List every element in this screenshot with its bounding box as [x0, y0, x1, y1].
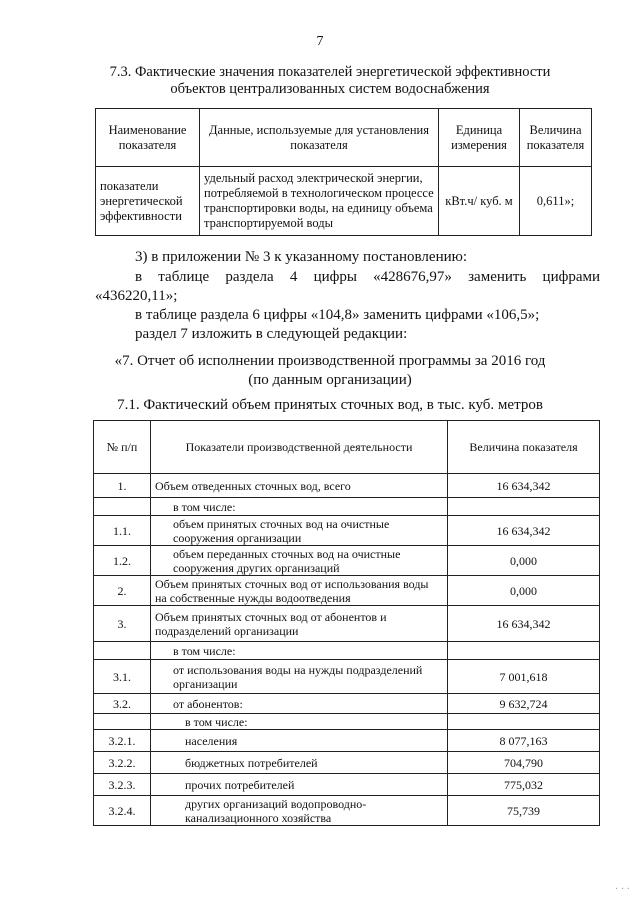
- energy-efficiency-table: [95, 108, 592, 236]
- table-row: [94, 694, 600, 714]
- wastewater-table-header-row: [94, 421, 600, 474]
- table-row: [94, 576, 600, 606]
- header-indicators: Показатели производственной деятельности: [151, 421, 448, 474]
- indicator-value: 0,611»;: [520, 167, 592, 236]
- section-7-3-title: [60, 64, 600, 98]
- table-row: [94, 774, 600, 796]
- row-value: 16 634,342: [448, 516, 600, 546]
- row-label: прочих потребителей: [151, 774, 448, 796]
- header-indicator-value: Величина показателя: [448, 421, 600, 474]
- table-row: [94, 714, 600, 730]
- row-number: 3.2.4.: [94, 796, 151, 826]
- row-label: населения: [151, 730, 448, 752]
- row-number: [94, 498, 151, 516]
- section-7-3-title-line2: объектов централизованных систем водоснабжения: [170, 81, 490, 97]
- row-number: 3.2.: [94, 694, 151, 714]
- row-value: [448, 714, 600, 730]
- section-7-1-title: 7.1. Фактический объем принятых сточных вод, в тыс. куб. метров: [117, 397, 543, 413]
- indicator-name: показатели энергетической эффективности: [96, 167, 200, 236]
- row-label: Объем отведенных сточных вод, всего: [151, 474, 448, 498]
- table-row: [94, 796, 600, 826]
- row-number: 3.2.1.: [94, 730, 151, 752]
- header-row-number: № п/п: [94, 421, 151, 474]
- amendment-line-1: 3) в приложении № 3 к указанному постановлению:: [135, 249, 467, 265]
- amendment-line-3: в таблице раздела 6 цифры «104,8» заменить цифрами «106,5»;: [135, 307, 540, 323]
- row-value: 0,000: [448, 546, 600, 576]
- indicator-unit: кВт.ч/ куб. м: [439, 167, 520, 236]
- table-row: [94, 546, 600, 576]
- row-number: [94, 642, 151, 660]
- table-row: [94, 516, 600, 546]
- row-number: 1.1.: [94, 516, 151, 546]
- indicator-data: удельный расход электрической энергии, потребляемой в технологическом процессе транспортировки воды, на единицу объема транспортируемой воды: [200, 167, 439, 236]
- wastewater-table-body: [94, 474, 600, 826]
- row-label: в том числе:: [151, 498, 448, 516]
- row-value: 0,000: [448, 576, 600, 606]
- row-number: 3.1.: [94, 660, 151, 694]
- table-row: [94, 752, 600, 774]
- wastewater-volume-table: [93, 420, 600, 826]
- row-label: Объем принятых сточных вод от абонентов и подразделений организации: [151, 606, 448, 642]
- table-row: [94, 660, 600, 694]
- row-label: от использования воды на нужды подразделений организации: [151, 660, 448, 694]
- section-7-title-line2: (по данным организации): [248, 372, 412, 388]
- corner-marks: · · ·: [615, 884, 630, 895]
- row-value: 75,739: [448, 796, 600, 826]
- header-indicator-name: Наименование показателя: [96, 109, 200, 167]
- row-label: других организаций водопроводно-канализационного хозяйства: [151, 796, 448, 826]
- section-7-title-line1: «7. Отчет об исполнении производственной программы за 2016 год: [114, 353, 546, 369]
- table-row: [94, 730, 600, 752]
- row-label: от абонентов:: [151, 694, 448, 714]
- energy-table-header-row: [96, 109, 592, 167]
- row-value: 704,790: [448, 752, 600, 774]
- row-value: [448, 642, 600, 660]
- amendment-line-2a: в таблице раздела 4 цифры «428676,97» заменить цифрами: [135, 269, 600, 285]
- row-number: [94, 714, 151, 730]
- row-label: бюджетных потребителей: [151, 752, 448, 774]
- row-number: 3.2.2.: [94, 752, 151, 774]
- row-number: 3.: [94, 606, 151, 642]
- table-row: [94, 642, 600, 660]
- row-value: 7 001,618: [448, 660, 600, 694]
- row-value: 9 632,724: [448, 694, 600, 714]
- row-label: Объем принятых сточных вод от использования воды на собственные нужды водоотведения: [151, 576, 448, 606]
- row-label: в том числе:: [151, 642, 448, 660]
- table-row: [94, 474, 600, 498]
- row-label: в том числе:: [151, 714, 448, 730]
- row-value: [448, 498, 600, 516]
- row-number: 3.2.3.: [94, 774, 151, 796]
- amendment-line-4: раздел 7 изложить в следующей редакции:: [135, 326, 408, 342]
- row-number: 1.: [94, 474, 151, 498]
- section-7-3-title-line1: 7.3. Фактические значения показателей энергетической эффективности: [109, 64, 551, 80]
- row-value: 16 634,342: [448, 606, 600, 642]
- row-value: 8 077,163: [448, 730, 600, 752]
- section-7-title: [60, 352, 600, 390]
- row-value: 775,032: [448, 774, 600, 796]
- table-row: [94, 498, 600, 516]
- table-row: [94, 606, 600, 642]
- row-label: объем переданных сточных вод на очистные сооружения других организаций: [151, 546, 448, 576]
- row-value: 16 634,342: [448, 474, 600, 498]
- header-value: Величина показателя: [520, 109, 592, 167]
- row-label: объем принятых сточных вод на очистные сооружения организации: [151, 516, 448, 546]
- header-data-used: Данные, используемые для установления показателя: [200, 109, 439, 167]
- header-unit: Единица измерения: [439, 109, 520, 167]
- row-number: 2.: [94, 576, 151, 606]
- row-number: 1.2.: [94, 546, 151, 576]
- amendment-line-2b: «436220,11»;: [95, 288, 178, 304]
- page-number: 7: [316, 34, 324, 49]
- energy-table-row: [96, 167, 592, 236]
